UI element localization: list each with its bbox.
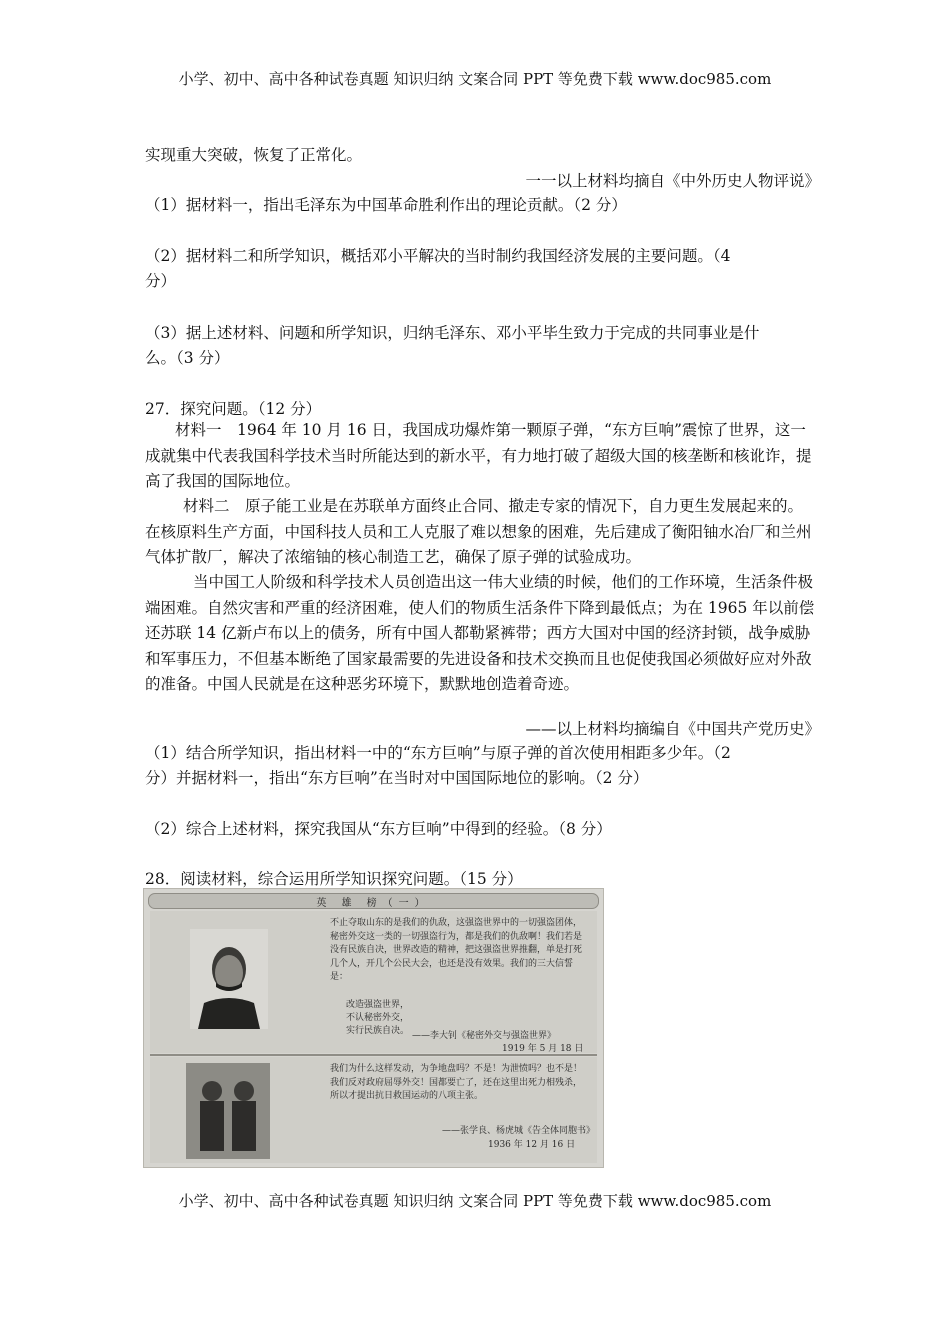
- q27-material1: 材料一 1964 年 10 月 16 日，我国成功爆炸第一颗原子弹，“东方巨响”震惊了世界，这一成就集中代表我国科学技术当时所能达到的新水平，有力地打破了超级大国的核垄断和核讹诈，提高了我国的国际地位。: [145, 421, 812, 490]
- q26-continuation: 实现重大突破，恢复了正常化。: [145, 146, 363, 164]
- panel-divider: [150, 1054, 597, 1056]
- q26-sub1: （1）据材料一，指出毛泽东为中国革命胜利作出的理论贡献。（2 分）: [145, 196, 627, 214]
- q26-sub2-line2: 分）: [145, 272, 177, 290]
- page-header: 小学、初中、高中各种试卷真题 知识归纳 文案合同 PPT 等免费下载 www.doc985.com: [178, 70, 772, 88]
- panel2-date: 1936 年 12 月 16 日: [488, 1140, 576, 1150]
- panel2-quote: 我们为什么这样发动，为争地盘吗？不是！为泄愤吗？也不是！我们反对政府屈辱外交！国都要亡了，还在这里出死力相残杀，所以才提出抗日救国运动的八项主张。: [330, 1064, 583, 1101]
- q27-sub1-line1: （1）结合所学知识，指出材料一中的“东方巨响”与原子弹的首次使用相距多少年。（2: [145, 744, 731, 762]
- panel1-source: ——李大钊《秘密外交与强盗世界》: [412, 1031, 557, 1041]
- q28-title: 28．阅读材料，综合运用所学知识探究问题。（15 分）: [145, 870, 523, 888]
- q27-material2: 材料二 原子能工业是在苏联单方面终止合同、撤走专家的情况下，自力更生发展起来的。在核原料生产方面，中国科技人员和工人克服了难以想象的困难，先后建成了衡阳铀水冶厂和兰州气体扩散厂，解决了浓缩铀的核心制造工艺，确保了原子弹的试验成功。: [145, 497, 812, 566]
- panel-zhang-yang: [150, 1057, 597, 1163]
- q27-title: 27．探究问题。（12 分）: [145, 400, 322, 418]
- vow-2: 不认秘密外交，: [346, 1013, 410, 1023]
- q26-sub3-line1: （3）据上述材料、问题和所学知识，归纳毛泽东、邓小平毕生致力于完成的共同事业是什: [145, 324, 760, 342]
- q27-material2b: 当中国工人阶级和科学技术人员创造出这一伟大业绩的时候，他们的工作环境，生活条件极端困难。自然灾害和严重的经济困难，使人们的物质生活条件下降到最低点；为在 1965 年以前偿还苏联 14 亿新卢布以上的债务，所有中国人都勒紧裤带；西方大国对中国的经济封锁，战争威胁和军事压力，不但基本断绝了国家最需要的先进设备和技术交换而且也促使我国必须做好应对外敌的准备。中国人民就是在这种恶劣环境下，默默地创造着奇迹。: [145, 573, 815, 693]
- panel-li-dazhao: [150, 911, 597, 1053]
- page-footer: 小学、初中、高中各种试卷真题 知识归纳 文案合同 PPT 等免费下载 www.doc985.com: [178, 1192, 772, 1210]
- q26-source: 一一以上材料均摘自《中外历史人物评说》: [525, 172, 820, 190]
- q27-sub1-line2: 分）并据材料一，指出“东方巨响”在当时对中国国际地位的影响。（2 分）: [145, 769, 649, 787]
- vow-1: 改造强盗世界，: [346, 1000, 410, 1010]
- banner-title: 英 雄 榜（一）: [316, 898, 431, 909]
- q27-sub2: （2）综合上述材料，探究我国从“东方巨响”中得到的经验。（8 分）: [145, 820, 612, 838]
- q27-source: ——以上材料均摘编自《中国共产党历史》: [525, 720, 820, 738]
- panel1-date: 1919 年 5 月 18 日: [502, 1044, 584, 1054]
- panel2-source: ——张学良、杨虎城《告全体同胞书》: [442, 1126, 596, 1136]
- vow-3: 实行民族自决。: [346, 1026, 410, 1036]
- portrait-photo: [190, 929, 268, 1029]
- panel1-quote: 不止夺取山东的是我们的仇敌，这强盗世界中的一切强盗团体，秘密外交这一类的一切强盗行为，都是我们的仇敌啊！我们若是没有民族自决，世界改造的精神，把这强盗世界推翻，单是打死几个人，开几个公民大会，也还是没有效果。我们的三大信誓是：: [330, 918, 583, 982]
- hero-board-image: [143, 888, 604, 1168]
- q26-sub3-line2: 么。（3 分）: [145, 349, 230, 367]
- q26-sub2-line1: （2）据材料二和所学知识，概括邓小平解决的当时制约我国经济发展的主要问题。（4: [145, 247, 731, 265]
- group-photo: [186, 1063, 270, 1159]
